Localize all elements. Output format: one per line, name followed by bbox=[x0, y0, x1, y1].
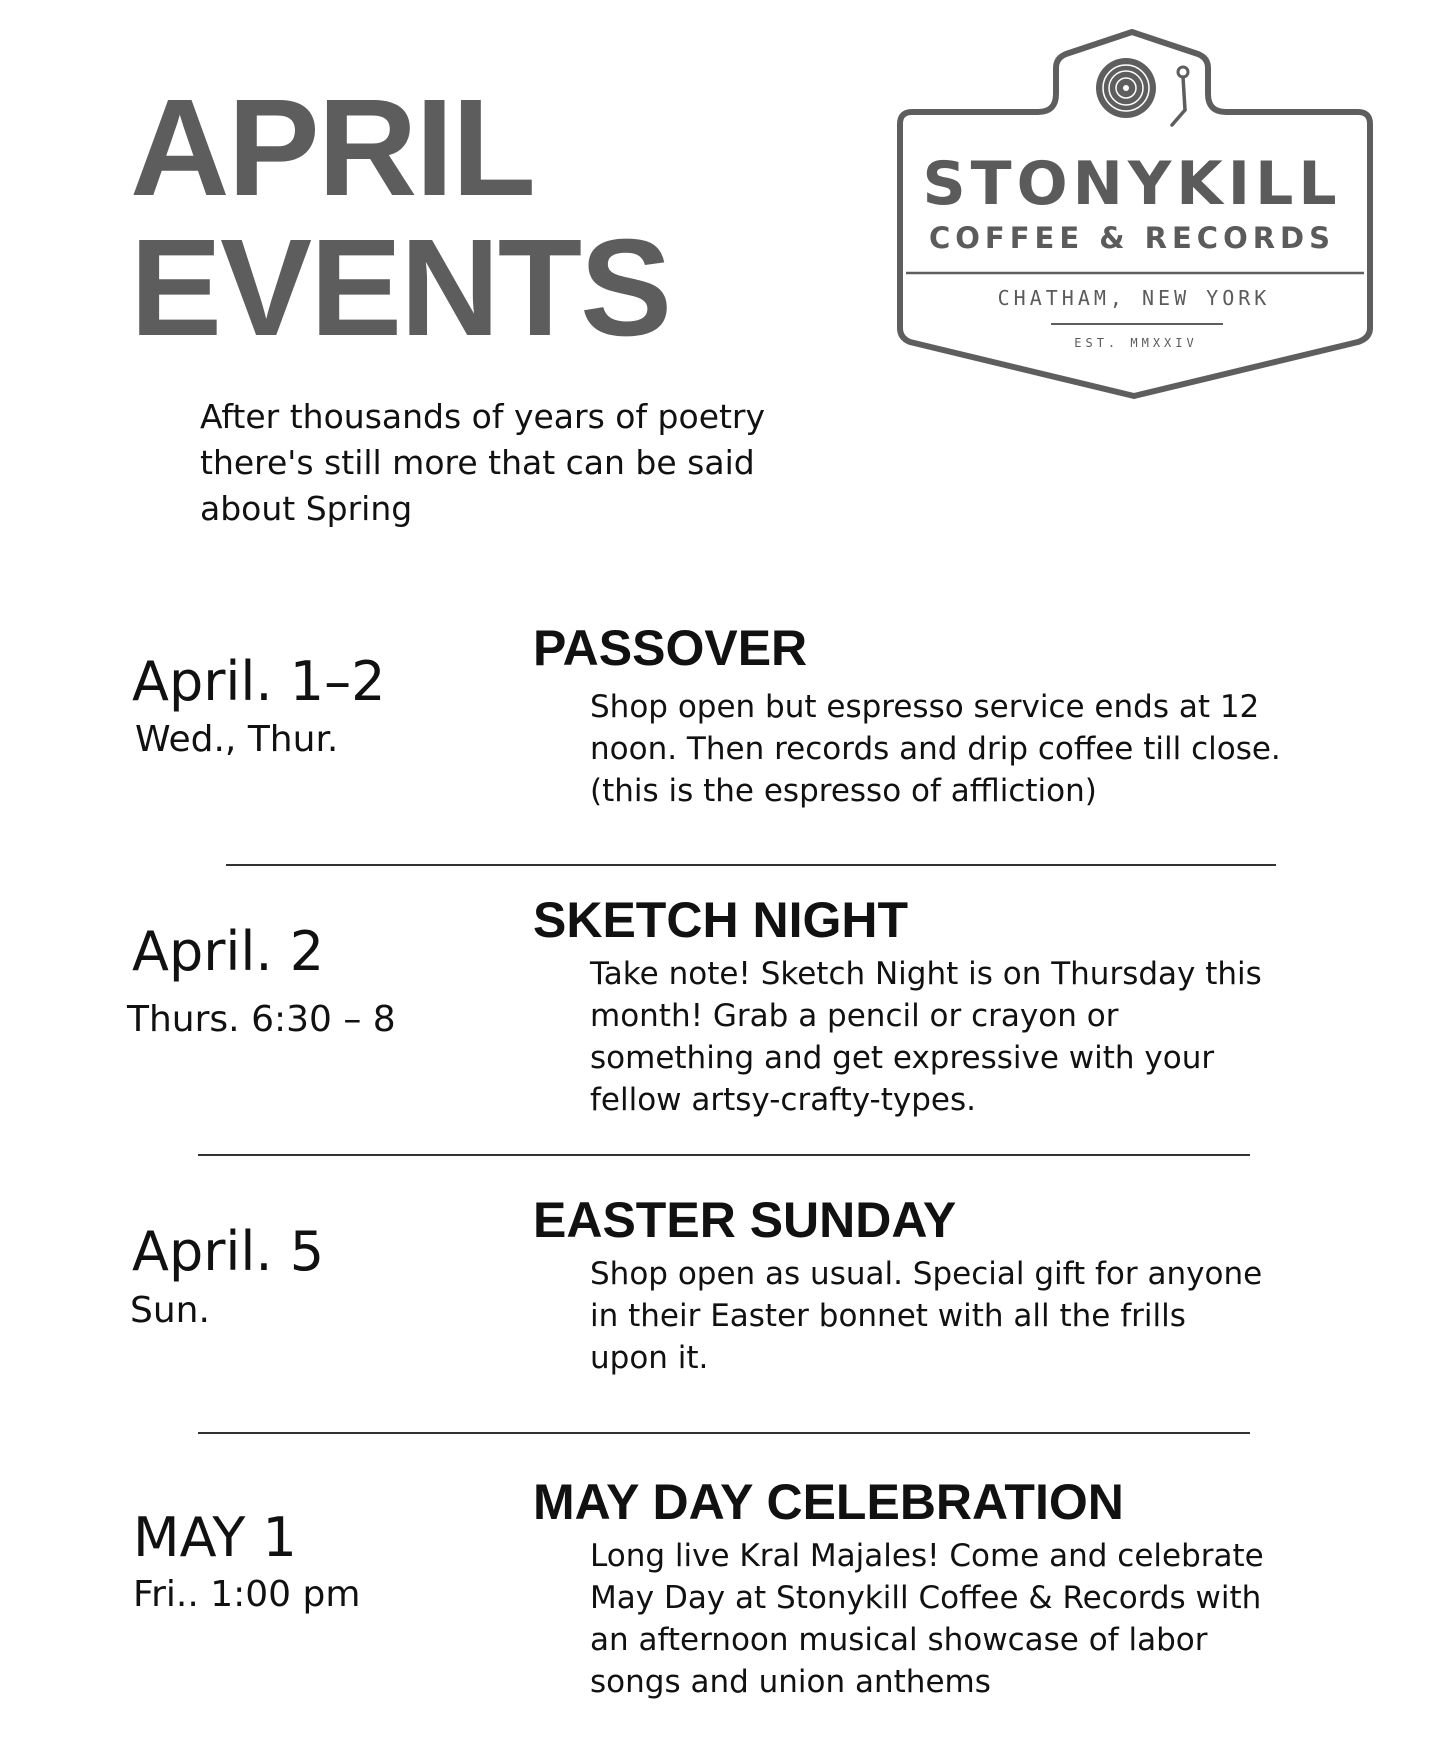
logo-location: CHATHAM, NEW YORK bbox=[997, 286, 1271, 310]
event-day: Wed., Thur. bbox=[135, 719, 339, 760]
event-description-line: upon it. bbox=[590, 1340, 709, 1376]
event-description-line: (this is the espresso of affliction) bbox=[590, 773, 1097, 809]
event-day: Fri.. 1:00 pm bbox=[133, 1574, 361, 1615]
event-description-line: Shop open but espresso service ends at 12 bbox=[590, 689, 1260, 725]
event-description bbox=[590, 1253, 1350, 1379]
logo-established: EST. MMXXIV bbox=[1074, 336, 1198, 350]
event-title: SKETCH NIGHT bbox=[533, 892, 908, 948]
logo-subtitle: COFFEE & RECORDS bbox=[928, 221, 1336, 255]
event-description-line: Long live Kral Majales! Come and celebrate bbox=[590, 1538, 1264, 1574]
event-date: April. 1–2 bbox=[132, 650, 386, 713]
event-date: April. 5 bbox=[132, 1220, 325, 1283]
event-title: MAY DAY CELEBRATION bbox=[533, 1474, 1124, 1530]
event-description-line: an afternoon musical showcase of labor bbox=[590, 1622, 1208, 1658]
event-date: April. 2 bbox=[132, 920, 325, 983]
event-description bbox=[590, 953, 1350, 1121]
event-description-line: fellow artsy-crafty-types. bbox=[590, 1082, 976, 1118]
event-description-line: noon. Then records and drip coffee till close. bbox=[590, 731, 1281, 767]
event-description-line: songs and union anthems bbox=[590, 1664, 991, 1700]
intro-line: After thousands of years of poetry bbox=[200, 397, 766, 436]
event-title: PASSOVER bbox=[533, 620, 808, 676]
logo-badge bbox=[896, 26, 1376, 406]
event-divider bbox=[226, 864, 1276, 866]
event-description-line: in their Easter bonnet with all the frills bbox=[590, 1298, 1186, 1334]
event-day: Thurs. 6:30 – 8 bbox=[127, 999, 396, 1040]
event-description bbox=[590, 686, 1350, 812]
logo-name: STONYKILL bbox=[922, 149, 1342, 219]
event-description bbox=[590, 1535, 1350, 1703]
page-title-line1: APRIL bbox=[130, 71, 534, 225]
event-divider bbox=[198, 1432, 1250, 1434]
event-description-line: month! Grab a pencil or crayon or bbox=[590, 998, 1119, 1034]
page-title-line2: EVENTS bbox=[130, 211, 671, 365]
event-description-line: Shop open as usual. Special gift for anyone bbox=[590, 1256, 1263, 1292]
page-title bbox=[130, 71, 671, 365]
turntable-icon bbox=[1096, 58, 1188, 125]
event-day: Sun. bbox=[130, 1290, 210, 1331]
intro-line: there's still more that can be said bbox=[200, 443, 755, 482]
event-date: MAY 1 bbox=[133, 1506, 297, 1569]
event-divider bbox=[198, 1154, 1250, 1156]
intro-text bbox=[200, 394, 840, 532]
intro-line: about Spring bbox=[200, 489, 413, 528]
logo-badge-graphic bbox=[896, 26, 1376, 406]
event-description-line: something and get expressive with your bbox=[590, 1040, 1215, 1076]
event-description-line: Take note! Sketch Night is on Thursday this bbox=[590, 956, 1262, 992]
event-description-line: May Day at Stonykill Coffee & Records with bbox=[590, 1580, 1262, 1616]
event-title: EASTER SUNDAY bbox=[533, 1192, 957, 1248]
